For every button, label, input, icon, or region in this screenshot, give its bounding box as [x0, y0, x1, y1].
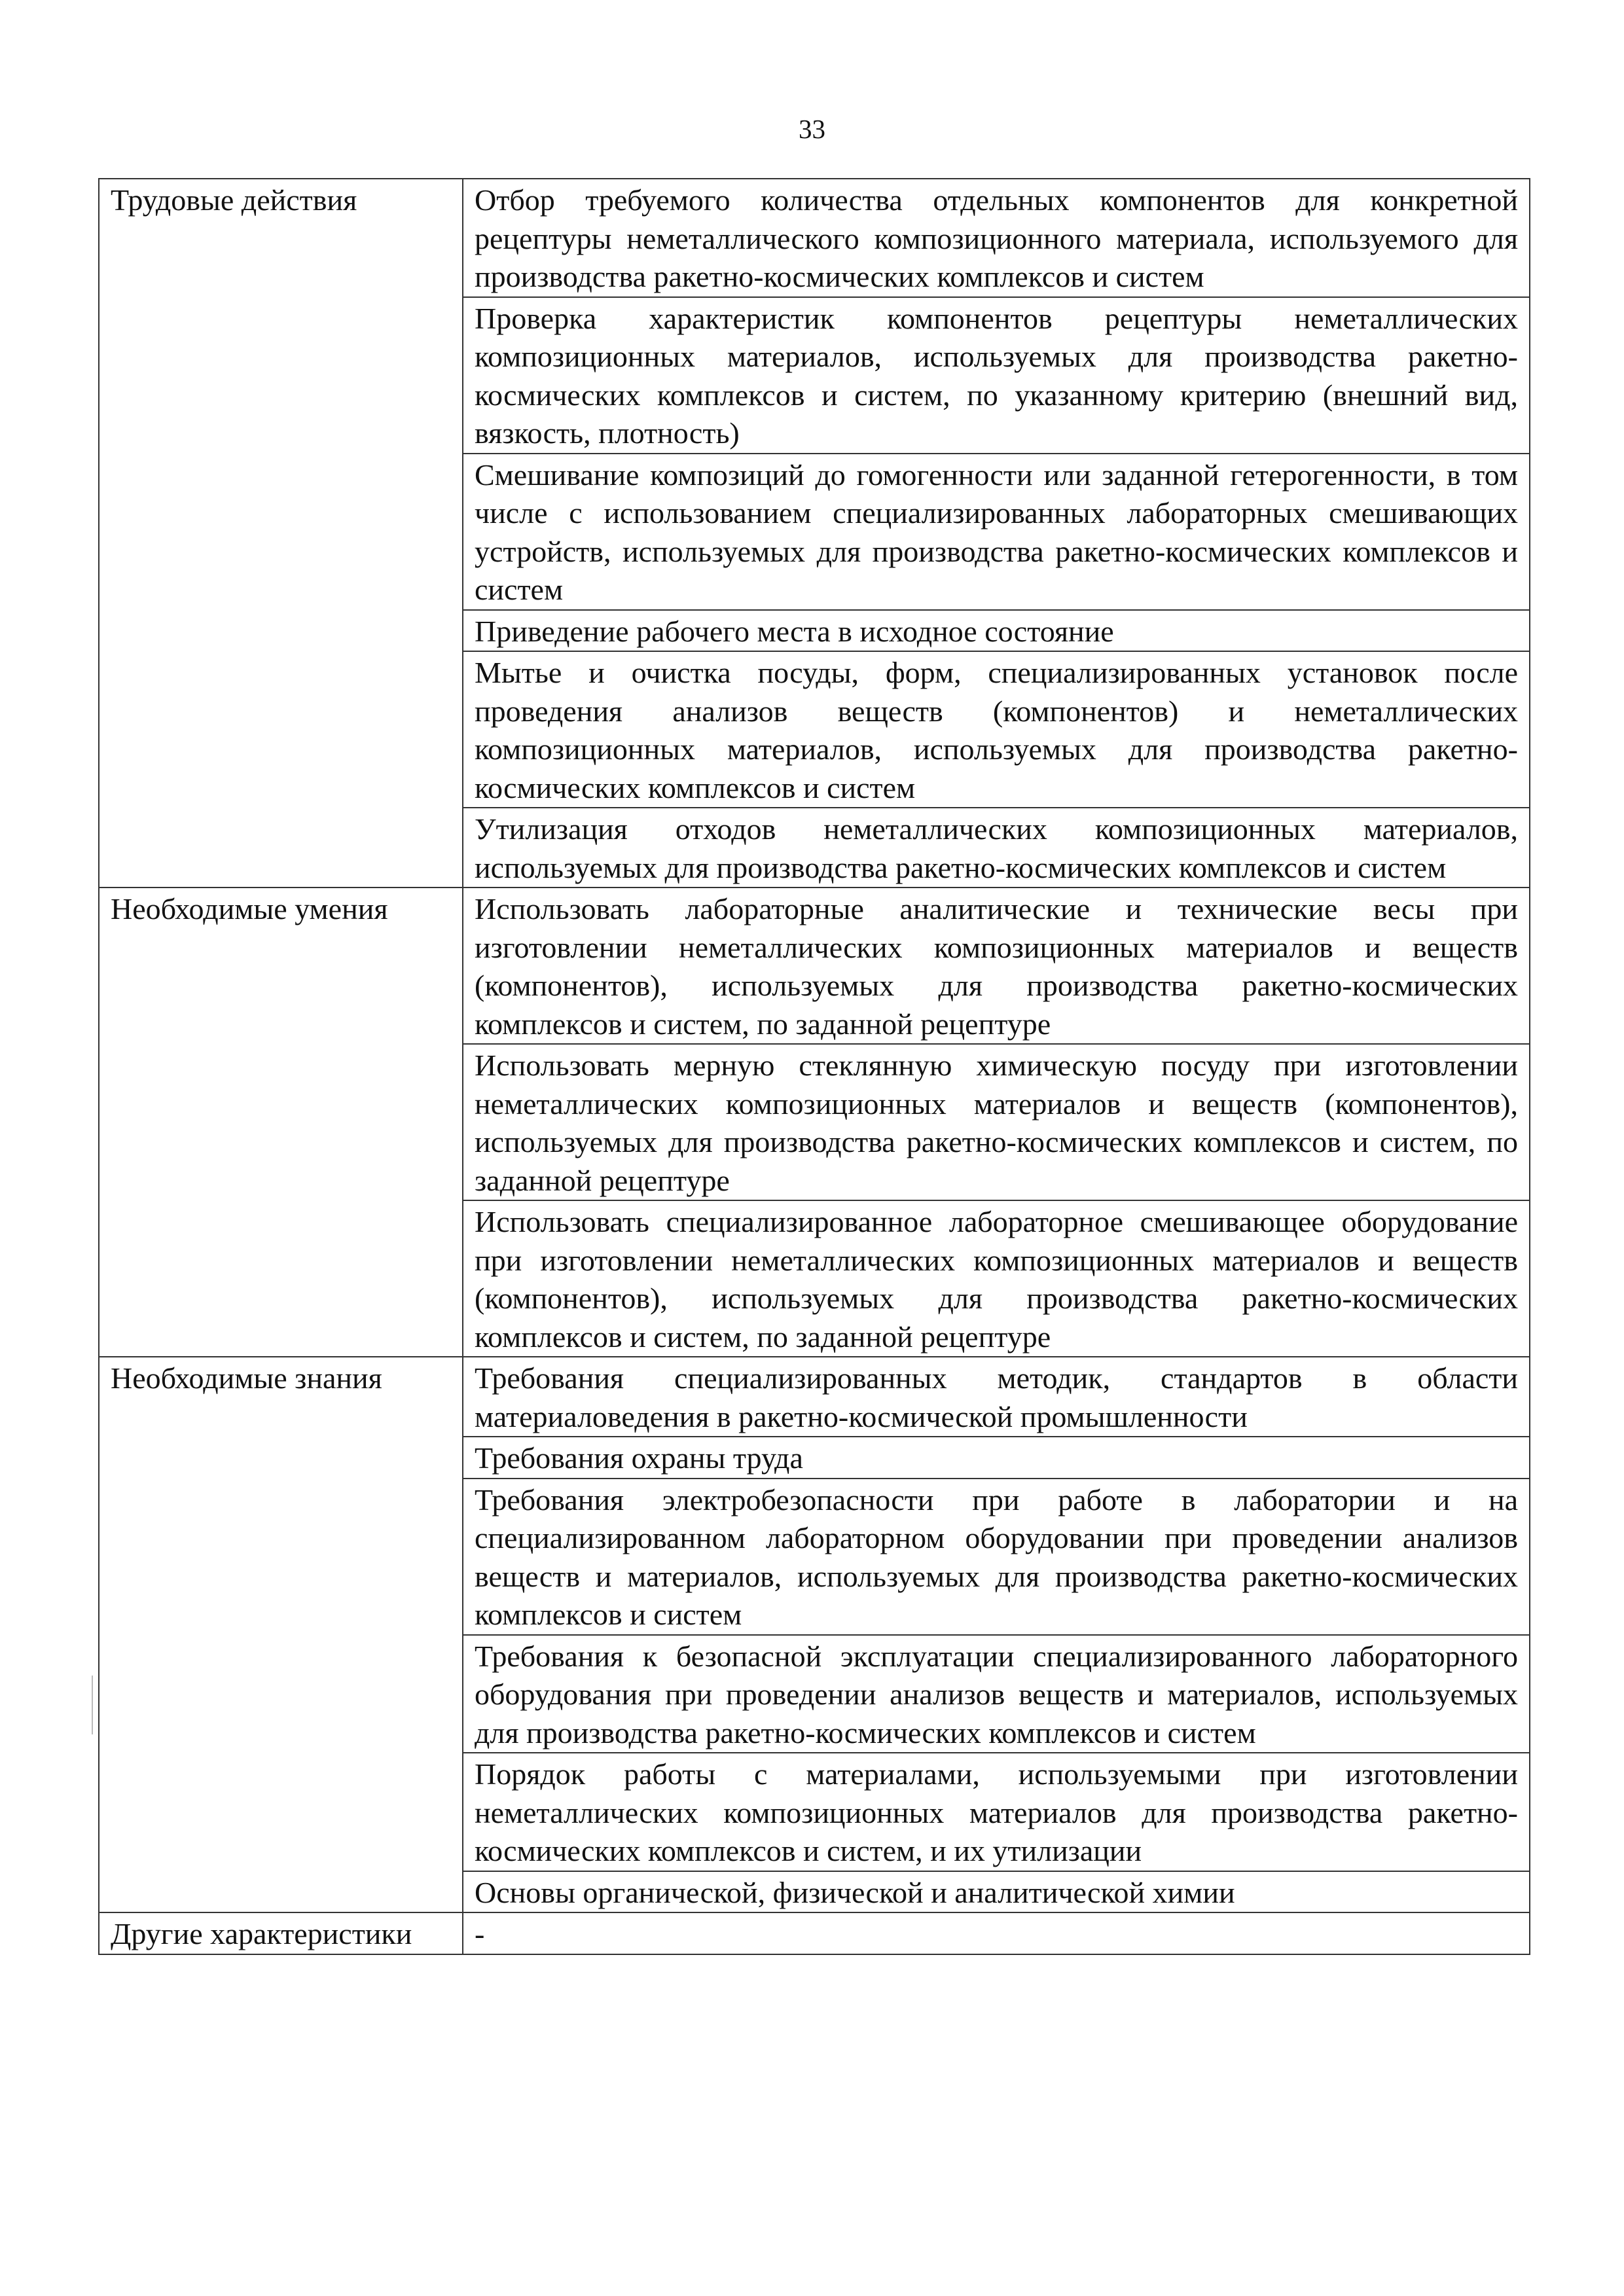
knowledge-item: Требования к безопасной эксплуатации специализированного лабораторного оборудования при проведении анализов веществ и материалов, используемых для производства ракетно-космических комплексов и систем: [463, 1635, 1530, 1753]
labor-action-item: Приведение рабочего места в исходное состояние: [463, 610, 1530, 652]
knowledge-item: Основы органической, физической и аналитической химии: [463, 1871, 1530, 1913]
table-row: [99, 1912, 1530, 1954]
labor-action-item: Смешивание композиций до гомогенности или заданной гетерогенности, в том числе с использованием специализированных лабораторных смешивающих устройств, используемых для производства ракетно-космических комплексов и систем: [463, 454, 1530, 610]
page-number: 33: [799, 114, 825, 144]
table-row: [99, 179, 1530, 297]
labor-action-item: Проверка характеристик компонентов рецептуры неметаллических композиционных материалов, используемых для производства ракетно-космических комплексов и систем, по указанному критерию (внешний вид, вязкость, плотность): [463, 297, 1530, 454]
knowledge-item: Требования специализированных методик, стандартов в области материаловедения в ракетно-космической промышленности: [463, 1357, 1530, 1437]
skill-item: Использовать мерную стеклянную химическую посуду при изготовлении неметаллических композиционных материалов и веществ (компонентов), используемых для производства ракетно-космических комплексов и систем, по заданной рецептуре: [463, 1044, 1530, 1200]
skill-item: Использовать специализированное лабораторное смешивающее оборудование при изготовлении неметаллических композиционных материалов и веществ (компонентов), используемых для производства ракетно-космических комплексов и систем, по заданной рецептуре: [463, 1200, 1530, 1357]
other-value: -: [463, 1912, 1530, 1954]
knowledge-item: Порядок работы с материалами, используемыми при изготовлении неметаллических композиционных материалов для производства ракетно-космических комплексов и систем, и их утилизации: [463, 1753, 1530, 1871]
table-row: [99, 888, 1530, 1044]
job-function-table: [98, 178, 1530, 1955]
skills-label: Необходимые умения: [99, 888, 463, 1357]
knowledge-item: Требования электробезопасности при работе в лаборатории и на специализированном лабораторном оборудовании при проведении анализов веществ и материалов, используемых для производства ракетно-космических комплексов и систем: [463, 1479, 1530, 1635]
labor-action-item: Утилизация отходов неметаллических композиционных материалов, используемых для производства ракетно-космических комплексов и систем: [463, 808, 1530, 888]
other-label: Другие характеристики: [99, 1912, 463, 1954]
table-row: [99, 1357, 1530, 1437]
knowledge-label: Необходимые знания: [99, 1357, 463, 1912]
labor-action-item: Отбор требуемого количества отдельных компонентов для конкретной рецептуры неметаллического композиционного материала, используемого для производства ракетно-космических комплексов и систем: [463, 179, 1530, 297]
knowledge-item: Требования охраны труда: [463, 1437, 1530, 1479]
labor-actions-label: Трудовые действия: [99, 179, 463, 888]
skill-item: Использовать лабораторные аналитические и технические весы при изготовлении неметаллических композиционных материалов и веществ (компонентов), используемых для производства ракетно-космических комплексов и систем, по заданной рецептуре: [463, 888, 1530, 1044]
scan-margin-mark: [92, 1676, 93, 1734]
labor-action-item: Мытье и очистка посуды, форм, специализированных установок после проведения анализов веществ (компонентов) и неметаллических композиционных материалов, используемых для производства ракетно-космических комплексов и систем: [463, 651, 1530, 808]
